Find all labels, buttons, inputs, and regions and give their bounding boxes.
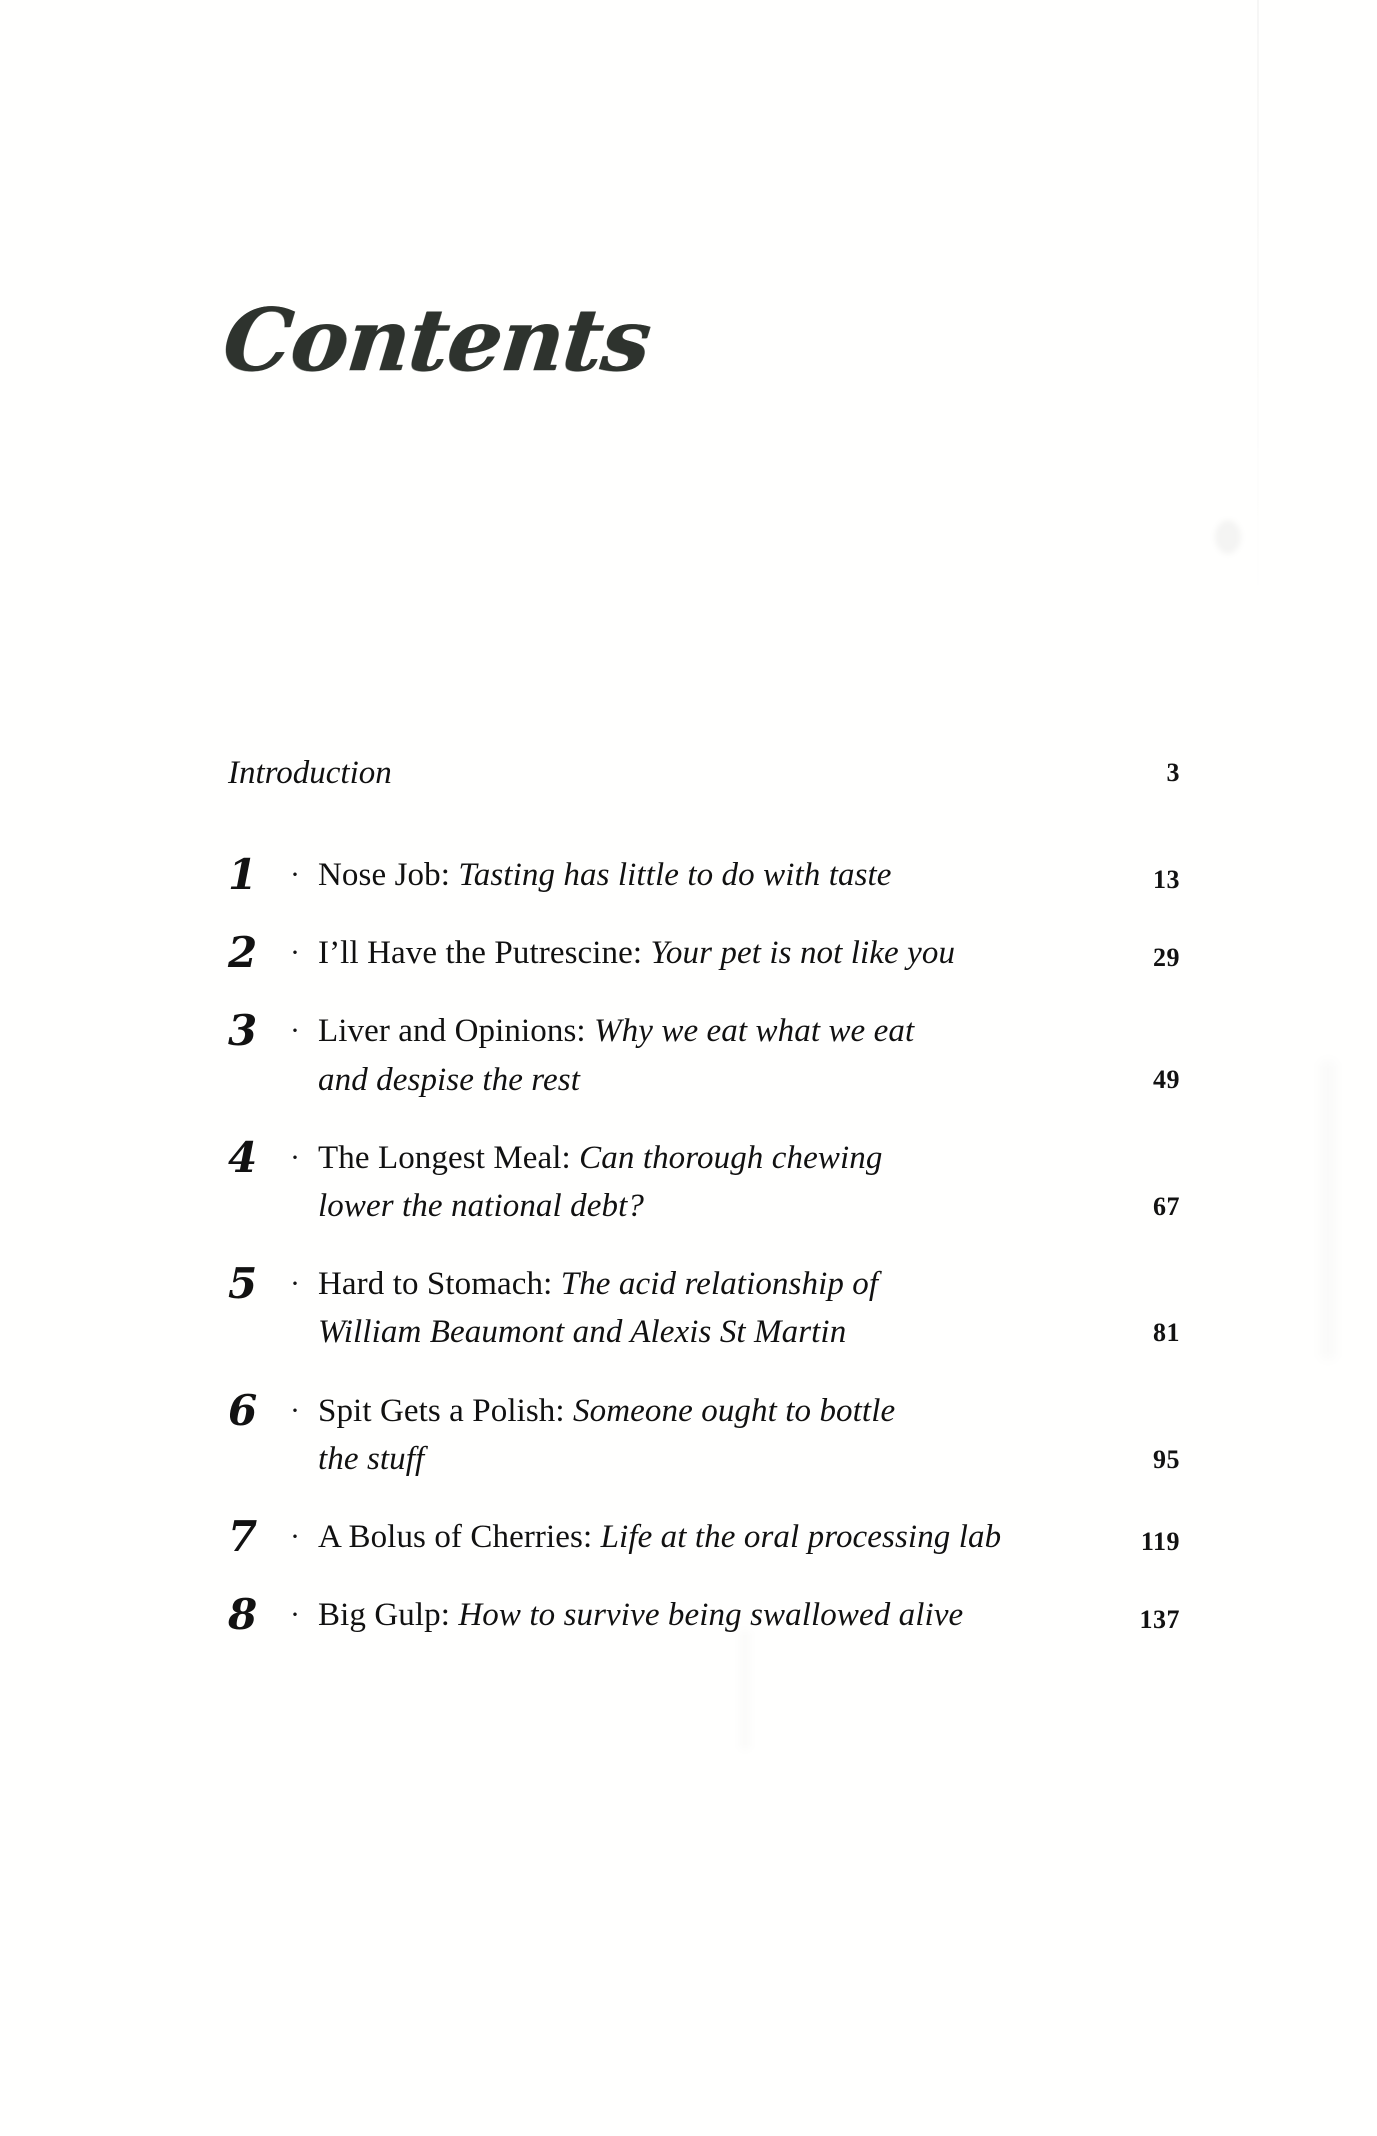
chapter-text: [318, 853, 1180, 897]
chapter-number: 6: [228, 1385, 257, 1435]
chapter-title: The Longest Meal:: [318, 1139, 571, 1176]
page-title: Contents: [218, 290, 655, 391]
page-number: 13: [1153, 864, 1180, 894]
bullet-separator-icon: ·: [290, 857, 300, 891]
toc-entry: [228, 1590, 1180, 1640]
chapter-subtitle: Someone ought to bottle: [573, 1392, 896, 1429]
toc-entry: [228, 928, 1180, 978]
chapter-subtitle: How to survive being swallowed alive: [458, 1597, 964, 1634]
chapter-subtitle-continued: lower the national debt?: [318, 1187, 644, 1224]
chapter-number: 1: [228, 849, 257, 899]
chapter-number: 5: [228, 1259, 257, 1309]
chapter-title-line: [318, 931, 1060, 975]
chapter-title: Big Gulp:: [318, 1597, 450, 1634]
bullet-separator-icon: ·: [290, 1520, 300, 1554]
scan-edge-artifact: [1257, 0, 1259, 620]
toc-entry: [228, 1006, 1180, 1101]
chapter-title: Nose Job:: [318, 856, 450, 893]
chapter-title-line: [318, 1389, 1060, 1433]
chapter-subtitle-continued: the stuff: [318, 1440, 425, 1477]
introduction-label: Introduction: [228, 755, 392, 791]
bullet-separator-icon: ·: [290, 1267, 300, 1301]
chapter-title-line: [318, 1136, 1060, 1180]
scan-blot-artifact: [1215, 520, 1241, 554]
chapter-number: 7: [228, 1512, 257, 1562]
chapter-title: A Bolus of Cherries:: [318, 1519, 593, 1556]
chapter-text: [318, 1009, 1180, 1101]
page-number: 137: [1139, 1605, 1180, 1635]
chapter-title: I’ll Have the Putrescine:: [318, 935, 643, 972]
toc-entry: [228, 849, 1180, 899]
chapter-text: [318, 931, 1180, 975]
chapter-subtitle: Life at the oral processing lab: [600, 1519, 1002, 1556]
page-number: 3: [1166, 758, 1180, 787]
chapter-text: [318, 1136, 1180, 1228]
chapter-number: 2: [228, 928, 257, 978]
page-number: 29: [1153, 943, 1180, 973]
chapter-entries: [228, 849, 1180, 1640]
chapter-title-line: [318, 1009, 1060, 1053]
chapter-title-line: [318, 1262, 1060, 1306]
bullet-separator-icon: ·: [290, 936, 300, 970]
chapter-text: [318, 1389, 1180, 1481]
chapter-title-line: [318, 853, 1060, 897]
chapter-subtitle-continued: and despise the rest: [318, 1061, 580, 1098]
chapter-number: 8: [228, 1590, 257, 1640]
chapter-title: Liver and Opinions:: [318, 1013, 586, 1050]
chapter-text: [318, 1515, 1180, 1559]
page-number: 49: [1153, 1065, 1180, 1095]
page-number: 81: [1153, 1318, 1180, 1348]
toc-entry-introduction: [228, 752, 1180, 795]
toc-entry: [228, 1259, 1180, 1354]
chapter-title: Hard to Stomach:: [318, 1266, 553, 1303]
toc-entry: [228, 1512, 1180, 1562]
chapter-number: 3: [228, 1006, 257, 1056]
chapter-title-line: [318, 1515, 1060, 1559]
chapter-subtitle: Can thorough chewing: [579, 1139, 883, 1176]
chapter-text: [318, 1593, 1180, 1637]
toc-entry: [228, 1385, 1180, 1481]
scan-blot-artifact: [1320, 1060, 1336, 1360]
chapter-subtitle: The acid relationship of: [560, 1266, 879, 1303]
page-number: 119: [1140, 1527, 1180, 1557]
bullet-separator-icon: ·: [290, 1014, 300, 1048]
chapter-subtitle: Tasting has little to do with taste: [458, 856, 892, 893]
page-number: 67: [1153, 1191, 1180, 1221]
chapter-text: [318, 1262, 1180, 1354]
chapter-title-line: [318, 1593, 1060, 1637]
chapter-subtitle: Why we eat what we eat: [594, 1013, 915, 1050]
chapter-title: Spit Gets a Polish:: [318, 1392, 565, 1429]
bullet-separator-icon: ·: [290, 1393, 300, 1427]
chapter-number: 4: [228, 1132, 257, 1182]
chapter-subtitle: Your pet is not like you: [650, 935, 956, 972]
page-number: 95: [1153, 1444, 1180, 1474]
bullet-separator-icon: ·: [290, 1598, 300, 1632]
chapter-subtitle-continued: William Beaumont and Alexis St Martin: [318, 1314, 847, 1351]
toc-entry: [228, 1132, 1180, 1228]
bullet-separator-icon: ·: [290, 1140, 300, 1174]
toc-entry-list: [228, 752, 1180, 1672]
